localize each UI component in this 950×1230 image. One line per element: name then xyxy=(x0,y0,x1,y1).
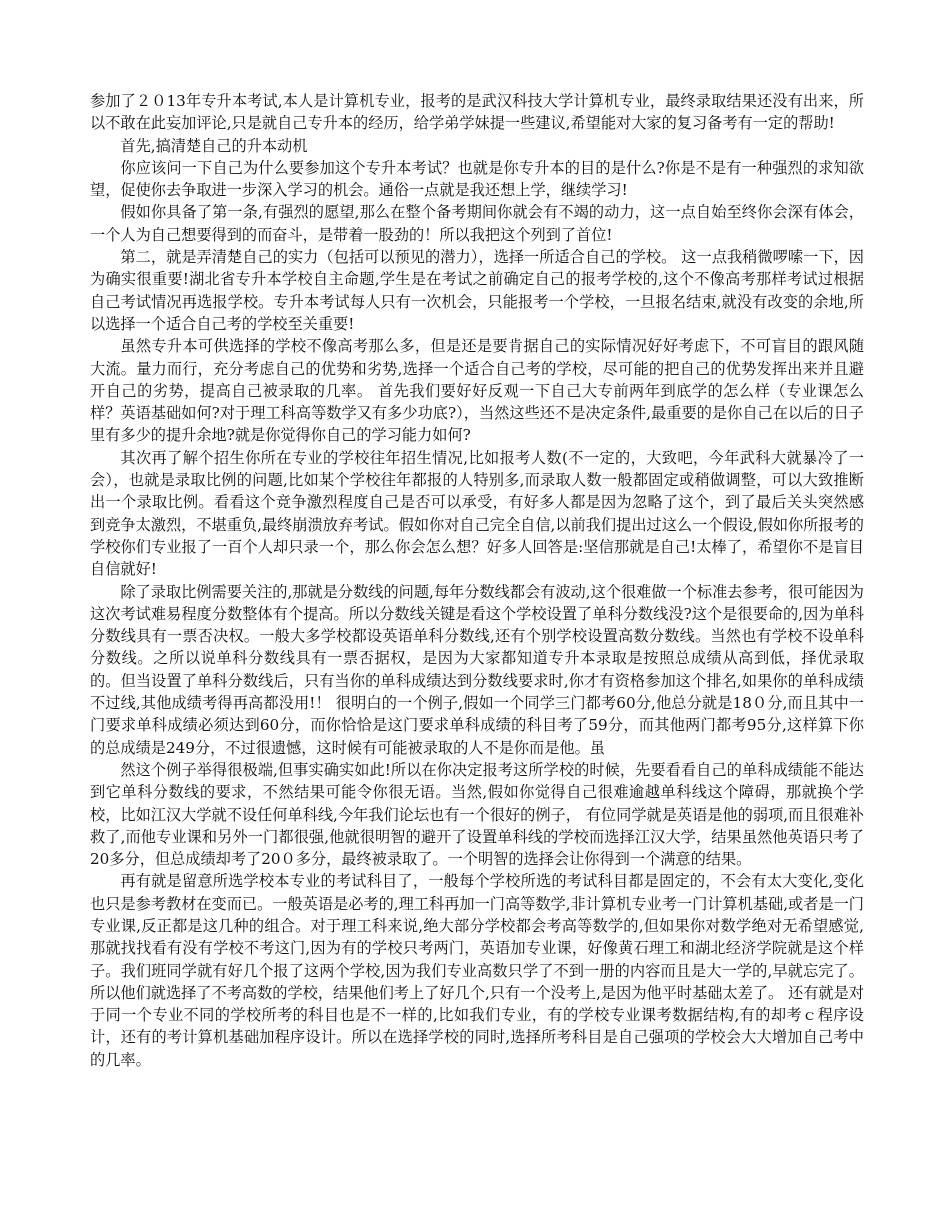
paragraph-admission-ratio: 其次再了解个招生你所在专业的学校往年招生情况,比如报考人数(不一定的，大致吧，今年武科大就暴冷了一会），也就是录取比例的问题,比如某个学校往年都报的人特别多,而录取人数一般都固定或稍做调整，可以大致推断出一个录取比例。看看这个竞争激烈程度自己是否可以承受，有好多人都是因为忽略了这个，到了最后关头突然感到竞争太激烈，不堪重负,最终崩溃放弃考试。假如你对自己完全自信,以前我们提出过这么一个假设,假如你所报考的学校你们专业报了一百个人却只录一个，那么你会怎么想？好多人回答是:坚信那就是自己!太棒了，希望你不是盲目自信就好! xyxy=(90,448,864,579)
section-heading-motivation: 首先,搞清楚自己的升本动机 xyxy=(120,136,308,155)
document-body xyxy=(90,90,864,1071)
paragraph-example: 然这个例子举得很极端,但事实确实如此!所以在你决定报考这所学校的时候，先要看看自己的单科成绩能不能达到它单科分数线的要求，不然结果可能令你很无语。当然,假如你觉得自己很难逾越单科线这个障碍，那就换个学校，比如江汉大学就不设任何单科线,今年我们论坛也有一个很好的例子， 有位同学就是英语是他的弱项,而且很难补救了,而他专业课和另外一门都很强,他就很明智的避开了设置单科线的学校而选择江汉大学，结果虽然他英语只考了20多分，但总成绩却考了20０多分，最终被录取了。一个明智的选择会让你得到一个满意的结果。 xyxy=(90,760,864,869)
paragraph-desire: 假如你具备了第一条,有强烈的愿望,那么在整个备考期间你就会有不竭的动力，这一点自始至终你会深有体会，一个人为自己想要得到的而奋斗，是带着一股劲的！所以我把这个列到了首位! xyxy=(90,203,864,244)
intro-paragraph: 参加了２０13年专升本考试,本人是计算机专业，报考的是武汉科技大学计算机专业，最终录取结果还没有出来，所以不敢在此妄加评论,只是就自己专升本的经历，给学弟学妹提一些建议,希望能对大家的复习备考有一定的帮助! xyxy=(90,92,864,133)
paragraph-cutoff-score: 除了录取比例需要关注的,那就是分数线的问题,每年分数线都会有波动,这个很难做一个标准去参考，很可能因为这次考试难易程度分数整体有个提高。所以分数线关键是看这个学校设置了单科分数线没?这个是很要命的,因为单科分数线具有一票否决权。一般大多学校都设英语单科分数线,还有个别学校设置高数分数线。当然也有学校不设单科分数线。之所以说单科分数线具有一票否据权，是因为大家都知道专升本录取是按照总成绩从高到低，择优录取的。但当设置了单科分数线后，只有当你的单科成绩达到分数线要求时,你才有资格参加这个排名,如果你的单科成绩不过线,其他成绩考得再高都没用!！ 很明白的一个例子,假如一个同学三门都考60分,他总分就是18０分,而且其中一门要求单科成绩必须达到60分，而你恰恰是这门要求单科成绩的科目考了59分，而其他两门都考95分,这样算下你的总成绩是249分，不过很遗憾，这时候有可能被录取的人不是你而是他。虽 xyxy=(90,582,864,757)
paragraph-motivation: 你应该问一下自己为什么要参加这个专升本考试？也就是你专升本的目的是什么?你是不是有一种强烈的求知欲望，促使你去争取进一步深入学习的机会。通俗一点就是我还想上学，继续学习! xyxy=(90,158,864,200)
paragraph-strength: 第二，就是弄清楚自己的实力（包括可以预见的潜力），选择一所适合自己的学校。 这一点我稍微啰嗦一下，因为确实很重要!湖北省专升本学校自主命题,学生是在考试之前确定自己的报考学校的,这个不像高考那样考试过根据自己考试情况再选报学校。专升本考试每人只有一次机会，只能报考一个学校，一旦报名结束,就没有改变的余地,所以选择一个适合自己考的学校至关重要! xyxy=(90,248,864,333)
paragraph-choice: 虽然专升本可供选择的学校不像高考那么多，但是还是要肯据自己的实际情况好好考虑下，不可盲目的跟风随大流。量力而行，充分考虑自己的优势和劣势,选择一个适合自己考的学校，尽可能的把自己的优势发挥出来并且避开自己的劣势，提高自己被录取的几率。 首先我们要好好反观一下自己大专前两年到底学的怎么样（专业课怎么样？英语基础如何?对于理工科高等数学又有多少功底?），当然这些还不是决定条件,最重要的是你自己在以后的日子里有多少的提升余地?就是你觉得你自己的学习能力如何? xyxy=(90,337,864,445)
paragraph-exam-subjects: 再有就是留意所选学校本专业的考试科目了，一般每个学校所选的考试科目都是固定的，不会有太大变化,变化也只是参考教材在变而已。一般英语是必考的,理工科再加一门高等数学,非计算机专业考一门计算机基础,或者是一门专业课,反正都是这几种的组合。对于理工科来说,绝大部分学校都会考高等数学的,但如果你对数学绝对无希望感觉,那就找找看有没有学校不考这门,因为有的学校只考两门，英语加专业课，好像黄石理工和湖北经济学院就是这个样子。我们班同学就有好几个报了这两个学校,因为我们专业高数只学了不到一册的内容而且是大一学的,早就忘完了。所以他们就选择了不考高数的学校，结果他们考上了好几个,只有一个没考上,是因为他平时基础太差了。 还有就是对于同一个专业不同的学校所考的科目也是不一样的,比如我们专业，有的学校专业课考数据结构,有的却考ｃ程序设计，还有的考计算机基础加程序设计。所以在选择学校的同时,选择所考科目是自己强项的学校会大大增加自己考中的几率。 xyxy=(90,872,864,1069)
